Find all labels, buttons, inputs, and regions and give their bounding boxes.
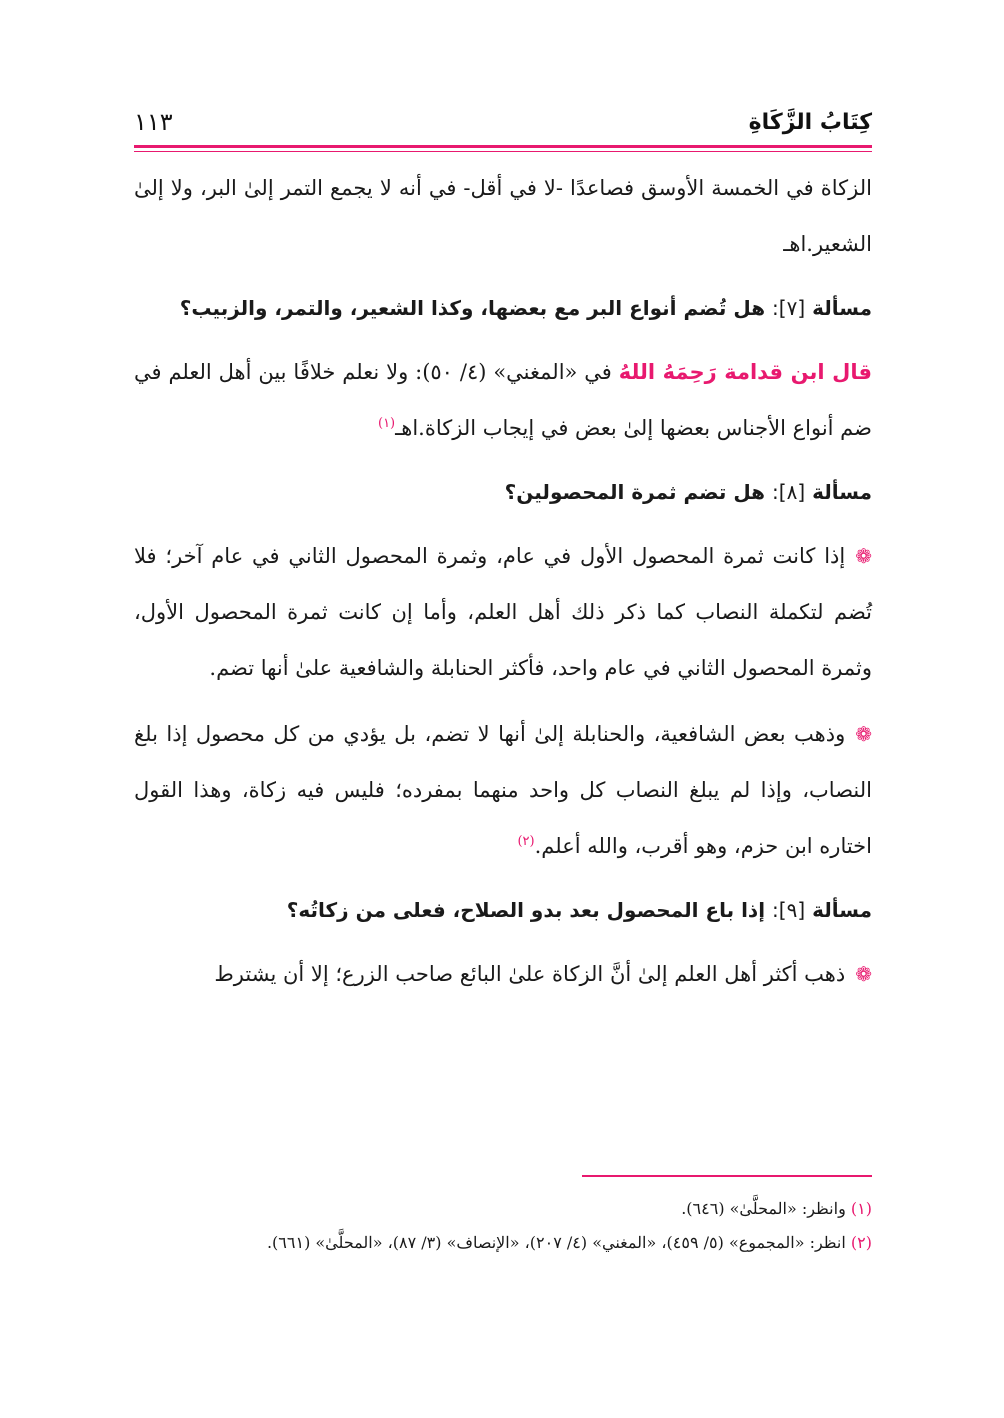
question-number: [٧]: (772, 296, 806, 320)
question-heading-8 (134, 466, 872, 518)
footnote-separator (582, 1175, 872, 1177)
footnote-ref-2[interactable]: (٢) (517, 834, 535, 849)
footnote-2 (134, 1226, 872, 1260)
quoted-scholar: قال ابن قدامة رَحِمَهُ اللهُ (618, 360, 872, 384)
paragraph-text: في «المغني» (٤/ ٥٠): ولا نعلم خلافًا بين أهل العلم في ضم أنواع الأجناس بعضها إلىٰ بعض في إيجاب الزكاة.اهـ (134, 360, 872, 440)
page-body (134, 160, 872, 1012)
footnote-text: وانظر: «المحلَّىٰ» (٦٤٦). (681, 1199, 846, 1218)
footnote-ref-1[interactable]: (١) (377, 416, 396, 431)
question-label: مسألة (812, 296, 872, 320)
question-label: مسألة (812, 898, 872, 922)
question-heading-9 (134, 884, 872, 936)
flower-bullet-icon: ❁ (855, 544, 872, 568)
question-number: [٨]: (772, 480, 806, 504)
paragraph-seller-zakat (134, 946, 872, 1002)
question-heading-7 (134, 282, 872, 334)
footnotes (134, 1192, 872, 1260)
footnote-number: (٢) (850, 1233, 872, 1252)
footnote-1 (134, 1192, 872, 1226)
page-header (134, 100, 872, 146)
footnote-number: (١) (850, 1199, 872, 1218)
page-number: ١١٣ (134, 108, 173, 136)
question-text: إذا باع المحصول بعد بدو الصلاح، فعلى من زكاتُه؟ (286, 898, 766, 922)
question-text: هل تضم ثمرة المحصولين؟ (504, 480, 766, 504)
header-rule-thick (134, 145, 872, 148)
question-number: [٩]: (772, 898, 806, 922)
paragraph-ibn-qudama (134, 344, 872, 456)
paragraph-text: وذهب بعض الشافعية، والحنابلة إلىٰ أنها لا تضم، بل يؤدي من كل محصول إذا بلغ النصاب، وإذا لم يبلغ النصاب كل واحد منهما بمفرده؛ فليس فيه زكاة، وهذا القول اختاره ابن حزم، وهو أقرب، والله أعلم. (134, 722, 872, 858)
footnote-text: انظر: «المجموع» (٥/ ٤٥٩)، «المغني» (٤/ ٢٠٧)، «الإنصاف» (٣/ ٨٧)، «المحلَّىٰ» (٦٦١). (266, 1233, 846, 1252)
flower-bullet-icon: ❁ (855, 722, 872, 746)
question-label: مسألة (812, 480, 872, 504)
question-text: هل تُضم أنواع البر مع بعضها، وكذا الشعير، والتمر، والزبيب؟ (179, 296, 766, 320)
paragraph-text: إذا كانت ثمرة المحصول الأول في عام، وثمرة المحصول الثاني في عام آخر؛ فلا تُضم لتكملة النصاب كما ذكر ذلك أهل العلم، وأما إن كانت ثمرة المحصول الأول، وثمرة المحصول الثاني في عام واحد، فأكثر الحنابلة والشافعية علىٰ أنها تضم. (134, 544, 872, 680)
paragraph-continuation: الزكاة في الخمسة الأوسق فصاعدًا -لا في أقل- في أنه لا يجمع التمر إلىٰ البر، ولا إلىٰ الشعير.اهـ (134, 176, 872, 256)
paragraph-text: ذهب أكثر أهل العلم إلىٰ أنَّ الزكاة علىٰ البائع صاحب الزرع؛ إلا أن يشترط (214, 962, 846, 986)
paragraph-two-harvests (134, 528, 872, 696)
chapter-title: كِتَابُ الزَّكَاةِ (748, 110, 872, 135)
flower-bullet-icon: ❁ (855, 962, 872, 986)
header-rule-thin (134, 151, 872, 152)
paragraph-opposing-view (134, 706, 872, 874)
